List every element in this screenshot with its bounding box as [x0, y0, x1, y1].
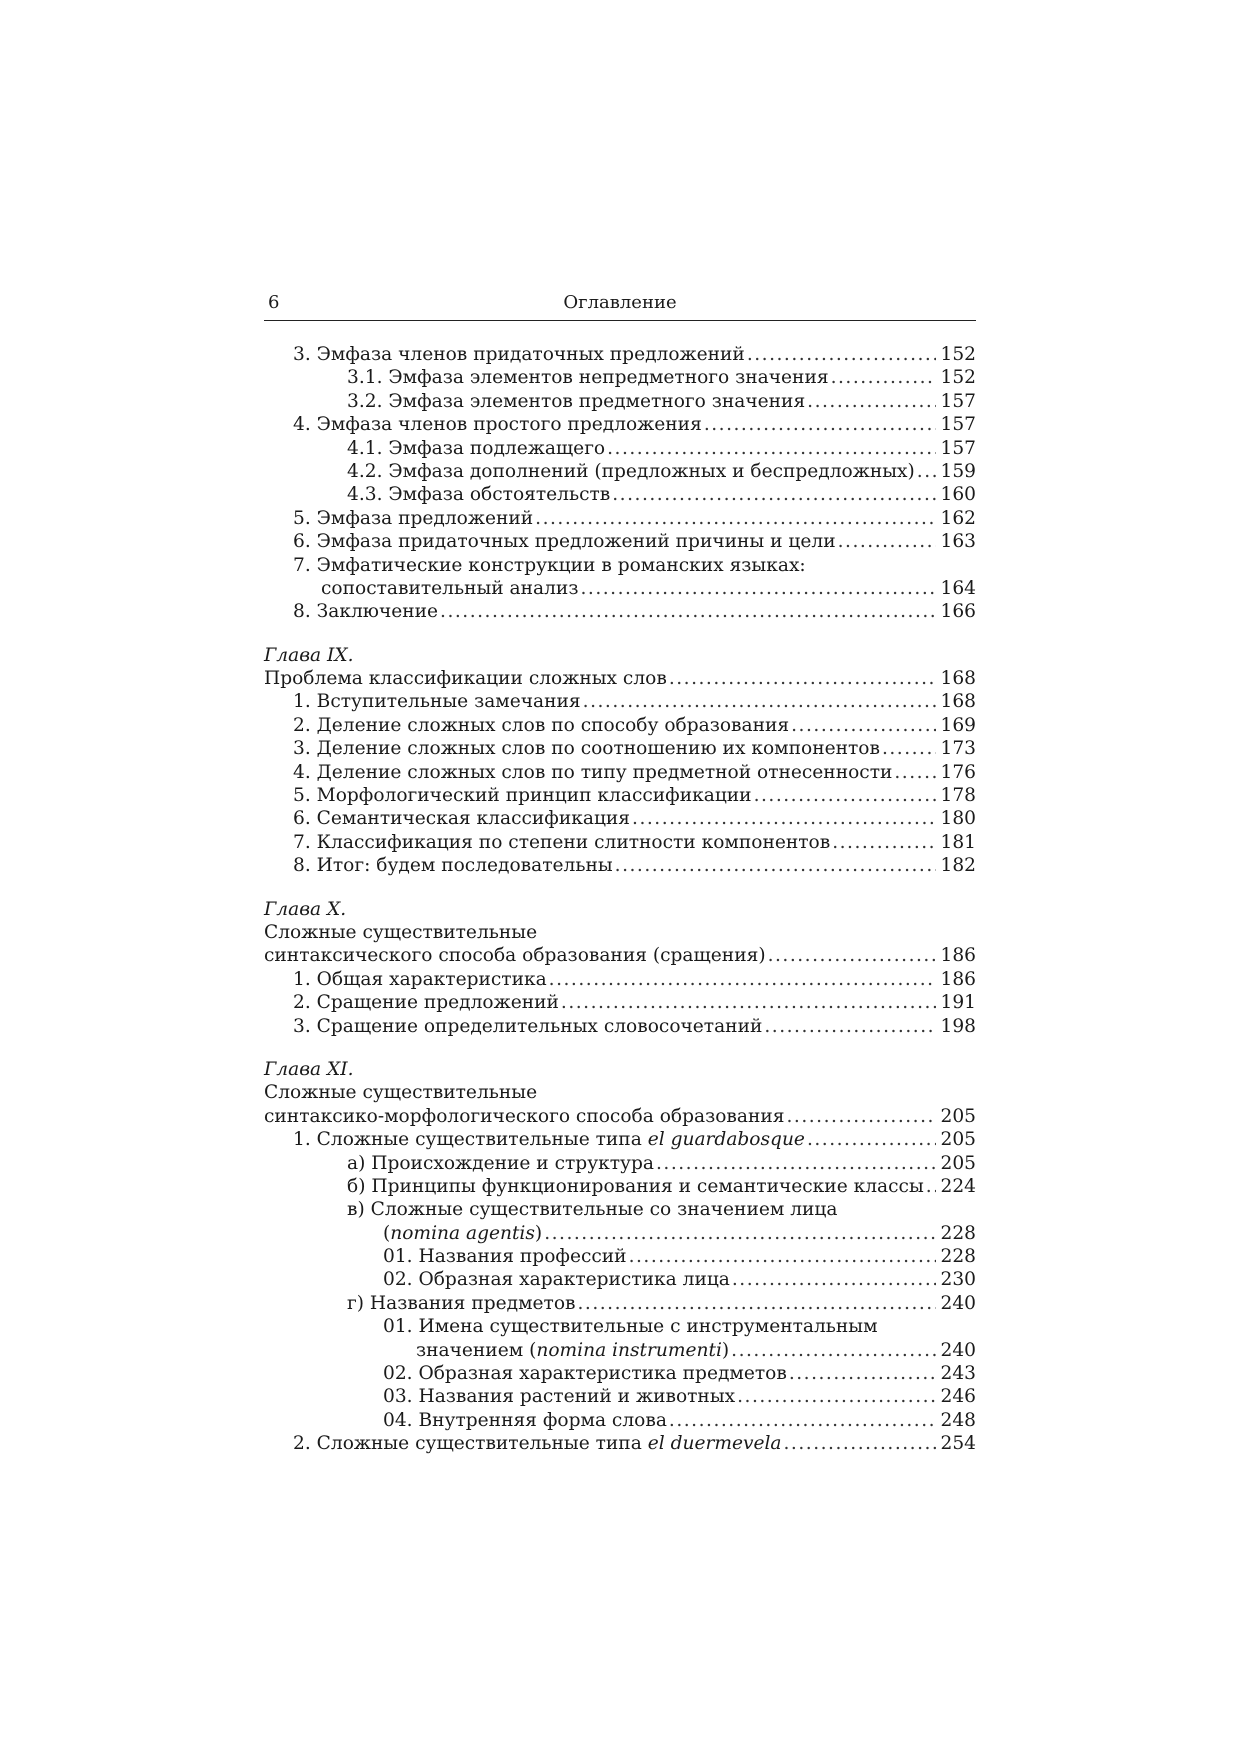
toc-page-number: 228: [940, 1246, 976, 1268]
dot-leader: [894, 761, 936, 784]
running-header: [264, 290, 976, 321]
dot-leader: [784, 1432, 936, 1455]
toc-entry[interactable]: 6. Семантическая классификация . . . 180: [264, 807, 976, 830]
toc-entry[interactable]: 3.1. Эмфаза элементов непредметного значения . . . 152: [264, 366, 976, 389]
chapter-label: Глава X.: [264, 898, 347, 920]
dot-leader: [583, 690, 936, 713]
toc-page-number: 176: [940, 761, 976, 783]
toc-page-number: 168: [940, 668, 976, 690]
toc-page-number: 163: [940, 531, 976, 553]
toc-entry[interactable]: 5. Эмфаза предложений . . . 162: [264, 507, 976, 530]
toc-page-number: 246: [940, 1386, 976, 1408]
dot-leader: [838, 530, 936, 553]
toc-entry[interactable]: 03. Названия растений и животных . . . 246: [264, 1385, 976, 1408]
dot-leader: [615, 854, 936, 877]
toc-page-number: 173: [940, 738, 976, 760]
dot-leader: [632, 807, 936, 830]
dot-leader: [607, 437, 936, 460]
toc-page-number: 186: [940, 968, 976, 990]
page-number: 6: [268, 292, 280, 313]
toc-entry[interactable]: 4. Деление сложных слов по типу предметной отнесенности . . . 176: [264, 761, 976, 784]
term-italic: el guardabosque: [647, 1129, 805, 1151]
dot-leader: [561, 991, 936, 1014]
toc-page-number: 228: [940, 1222, 976, 1244]
toc-entry[interactable]: 3. Эмфаза членов придаточных предложений . . . 152: [264, 343, 976, 366]
toc-page-number: 182: [940, 855, 976, 877]
toc-entry[interactable]: значением (nomina instrumenti) . . . 240: [264, 1339, 976, 1362]
dot-leader: [544, 1222, 936, 1245]
chapter-label: Глава XI.: [264, 1058, 354, 1080]
toc-page-number: 205: [940, 1152, 976, 1174]
term-italic: nomina instrumenti: [536, 1339, 722, 1361]
dot-leader: [549, 968, 936, 991]
toc-entry-line: 01. Имена существительные с инструментальным: [383, 1316, 878, 1338]
table-of-contents: [264, 343, 976, 1456]
dot-leader: [807, 390, 936, 413]
toc-entry[interactable]: 8. Итог: будем последовательны . . . 182: [264, 854, 976, 877]
dot-leader: [917, 460, 936, 483]
toc-entry[interactable]: 4. Эмфаза членов простого предложения . . . 157: [264, 413, 976, 436]
toc-entry[interactable]: г) Названия предметов . . . 240: [264, 1292, 976, 1315]
dot-leader: [882, 737, 936, 760]
dot-leader: [768, 944, 936, 967]
chapter-title[interactable]: Проблема классификации сложных слов . . . 168: [264, 667, 976, 690]
toc-page-number: 159: [940, 460, 976, 482]
chapter-title[interactable]: синтаксико-морфологического способа образования . . . 205: [264, 1105, 976, 1128]
toc-page-number: 198: [940, 1015, 976, 1037]
toc-page-number: 191: [940, 992, 976, 1014]
toc-page-number: 254: [940, 1433, 976, 1455]
toc-page-number: 168: [940, 691, 976, 713]
dot-leader: [612, 483, 936, 506]
dot-leader: [578, 1292, 937, 1315]
toc-entry[interactable]: 4.1. Эмфаза подлежащего . . . 157: [264, 437, 976, 460]
toc-page-number: 157: [940, 437, 976, 459]
toc-entry[interactable]: а) Происхождение и структура . . . 205: [264, 1152, 976, 1175]
toc-entry[interactable]: 01. Названия профессий . . . 228: [264, 1245, 976, 1268]
dot-leader: [737, 1385, 936, 1408]
toc-entry[interactable]: 1. Сложные существительные типа el guardabosque . . . 205: [264, 1128, 976, 1151]
dot-leader: [732, 1268, 936, 1291]
toc-page-number: 180: [940, 808, 976, 830]
toc-entry[interactable]: 1. Вступительные замечания . . . 168: [264, 690, 976, 713]
toc-page-number: 166: [940, 601, 976, 623]
dot-leader: [669, 667, 936, 690]
term-italic: nomina agentis: [390, 1222, 535, 1244]
toc-page-number: 186: [940, 945, 976, 967]
dot-leader: [832, 831, 936, 854]
toc-entry[interactable]: 2. Сращение предложений . . . 191: [264, 991, 976, 1014]
toc-page-number: 164: [940, 577, 976, 599]
toc-entry-line: 7. Эмфатические конструкции в романских языках:: [293, 554, 806, 576]
toc-entry[interactable]: б) Принципы функционирования и семантические классы . . . 224: [264, 1175, 976, 1198]
toc-page-number: 157: [940, 390, 976, 412]
toc-entry[interactable]: 5. Морфологический принцип классификации . . . 178: [264, 784, 976, 807]
toc-entry[interactable]: 4.3. Эмфаза обстоятельств . . . 160: [264, 483, 976, 506]
toc-entry[interactable]: 02. Образная характеристика лица . . . 230: [264, 1268, 976, 1291]
toc-page-number: 152: [940, 367, 976, 389]
toc-entry-line: в) Сложные существительные со значением лица: [347, 1199, 838, 1221]
toc-page-number: 243: [940, 1363, 976, 1385]
toc-page-number: 205: [940, 1129, 976, 1151]
dot-leader: [791, 714, 936, 737]
dot-leader: [764, 1015, 936, 1038]
toc-entry[interactable]: 04. Внутренняя форма слова . . . 248: [264, 1409, 976, 1432]
dot-leader: [656, 1152, 936, 1175]
toc-page-number: 178: [940, 785, 976, 807]
dot-leader: [580, 577, 936, 600]
dot-leader: [747, 343, 936, 366]
toc-entry[interactable]: сопоставительный анализ . . . 164: [264, 577, 976, 600]
toc-entry[interactable]: 02. Образная характеристика предметов . . . 243: [264, 1362, 976, 1385]
dot-leader: [629, 1245, 936, 1268]
toc-entry[interactable]: 2. Сложные существительные типа el duermevela . . . 254: [264, 1432, 976, 1455]
toc-page-number: 169: [940, 714, 976, 736]
book-page: [264, 290, 976, 1456]
chapter-title-line: Сложные существительные: [264, 1082, 538, 1104]
chapter-title-line: Сложные существительные: [264, 921, 538, 943]
toc-entry[interactable]: 1. Общая характеристика . . . 186: [264, 968, 976, 991]
chapter-label: Глава IX.: [264, 644, 354, 666]
running-title: Оглавление: [563, 292, 677, 313]
toc-entry[interactable]: 6. Эмфаза придаточных предложений причины и цели . . . 163: [264, 530, 976, 553]
dot-leader: [787, 1105, 937, 1128]
dot-leader: [789, 1362, 936, 1385]
toc-page-number: 230: [940, 1269, 976, 1291]
toc-page-number: 160: [940, 484, 976, 506]
dot-leader: [535, 507, 936, 530]
dot-leader: [669, 1409, 936, 1432]
toc-page-number: 240: [940, 1339, 976, 1361]
toc-entry[interactable]: (nomina agentis) . . . 228: [264, 1222, 976, 1245]
toc-page-number: 224: [940, 1175, 976, 1197]
toc-entry[interactable]: 2. Деление сложных слов по способу образования . . . 169: [264, 714, 976, 737]
toc-entry[interactable]: 3. Сращение определительных словосочетаний . . . 198: [264, 1015, 976, 1038]
toc-page-number: 248: [940, 1409, 976, 1431]
term-italic: el duermevela: [647, 1433, 782, 1455]
chapter-title[interactable]: синтаксического способа образования (сращения) . . . 186: [264, 944, 976, 967]
dot-leader: [704, 413, 936, 436]
toc-entry[interactable]: 3. Деление сложных слов по соотношению их компонентов . . . 173: [264, 737, 976, 760]
toc-page-number: 240: [940, 1292, 976, 1314]
toc-page-number: 162: [940, 507, 976, 529]
dot-leader: [807, 1128, 936, 1151]
dot-leader: [440, 600, 936, 623]
dot-leader: [754, 784, 936, 807]
toc-entry[interactable]: 4.2. Эмфаза дополнений (предложных и беспредложных) . . . 159: [264, 460, 976, 483]
dot-leader: [926, 1175, 936, 1198]
toc-entry[interactable]: 7. Классификация по степени слитности компонентов . . . 181: [264, 831, 976, 854]
toc-page-number: 205: [940, 1105, 976, 1127]
toc-page-number: 181: [940, 831, 976, 853]
dot-leader: [731, 1339, 936, 1362]
toc-entry[interactable]: 8. Заключение . . . 166: [264, 600, 976, 623]
toc-page-number: 157: [940, 414, 976, 436]
toc-entry[interactable]: 3.2. Эмфаза элементов предметного значения . . . 157: [264, 390, 976, 413]
toc-page-number: 152: [940, 344, 976, 365]
dot-leader: [831, 366, 936, 389]
